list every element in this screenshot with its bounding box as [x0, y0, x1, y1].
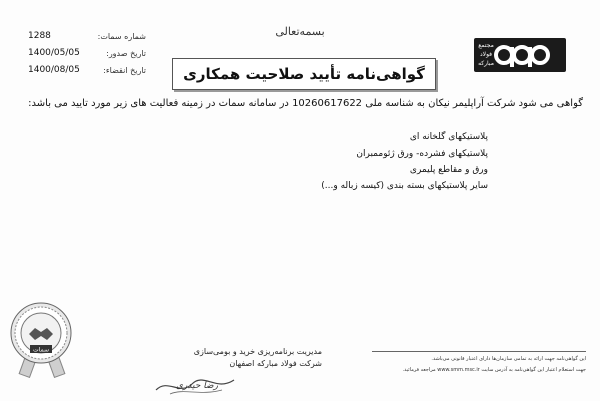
activity-item: سایر پلاستیکهای بسته بندی (کیسه زباله و...)	[321, 181, 488, 191]
activity-item: ورق و مقاطع پلیمری	[409, 165, 488, 175]
meta-expiry-row	[28, 66, 146, 78]
logo-caption-line-3: مبارکه	[478, 60, 494, 67]
company-logo	[474, 38, 566, 72]
meta-expiry-value: 1400/08/05	[28, 65, 80, 75]
meta-number-label: شماره سمات:	[97, 32, 146, 41]
footer-note-validity: این گواهی‌نامه جهت ارائه به تمامی سازمان‌ها دارای اعتبار قانونی می‌باشد.	[431, 356, 586, 362]
seal-badge-icon	[10, 302, 72, 364]
footer-divider	[372, 351, 586, 352]
signatory-company: شرکت فولاد مبارکه اصفهان	[229, 359, 322, 368]
meta-issue-value: 1400/05/05	[28, 48, 80, 58]
signatory-name: رضا حیدری	[176, 381, 218, 391]
logo-caption-line-1: مجتمع	[478, 42, 494, 49]
signatory-department: مدیریت برنامه‌ریزی خرید و بومی‌سازی	[193, 347, 322, 356]
certificate-body-text: گواهی می شود شرکت آراپلیمر نیکان به شناسه ملی 10260617622 در سامانه سمات در زمینه فعالیت های زیر مورد تایید می باشد:	[28, 98, 583, 109]
certificate-title: گواهی‌نامه تأیید صلاحیت همکاری	[183, 65, 425, 83]
meta-expiry-label: تاریخ انقضاء:	[103, 66, 146, 75]
meta-issue-row	[28, 49, 146, 61]
meta-issue-label: تاریخ صدور:	[106, 49, 146, 58]
activity-item: پلاستیکهای گلخانه ای	[409, 132, 488, 142]
logo-caption-line-2: فولاد	[479, 51, 493, 58]
logo-mark-icon	[494, 42, 550, 68]
activity-item: پلاستیکهای فشرده- ورق ژئوممبران	[356, 149, 488, 159]
bismillah-heading: بسمه‌تعالی	[275, 25, 325, 38]
title-box	[172, 58, 436, 90]
meta-number-value: 1288	[28, 31, 51, 41]
footer-note-inquiry: جهت استعلام اعتبار این گواهی‌نامه به آدرس سایت www.smm.msc.ir مراجعه فرمائید.	[402, 367, 586, 373]
meta-number-row	[28, 32, 146, 44]
logo-caption	[476, 41, 496, 68]
seal-label: سمات	[33, 346, 49, 354]
